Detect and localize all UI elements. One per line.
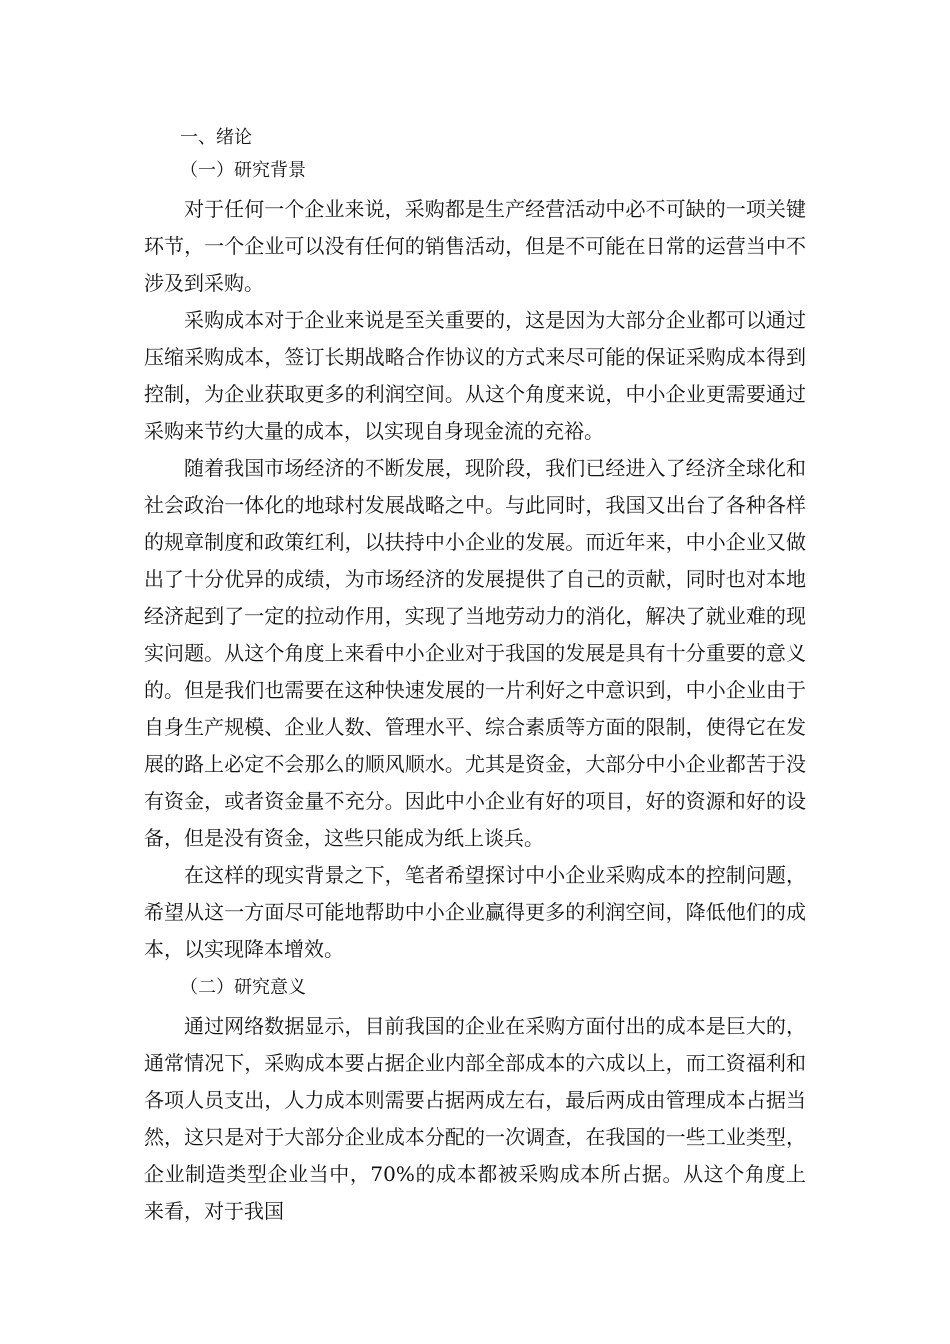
section-heading-background: （一）研究背景 <box>180 160 306 181</box>
paragraph-background-1: 对于任何一个企业来说，采购都是生产经营活动中必不可缺的一项关键环节，一个企业可以没有任何的销售活动，但是不可能在日常的运营当中不涉及到采购。 <box>144 197 806 295</box>
paragraph-significance-1: 通过网络数据显示，目前我国的企业在采购方面付出的成本是巨大的，通常情况下，采购成本要占据企业内部全部成本的六成以上，而工资福利和各项人员支出，人力成本则需要占据两成左右，最后两成由管理成本占据当然，这只是对于大部分企业成本分配的一次调查，在我国的一些工业类型，企业制造类型企业当中，70%的成本都被采购成本所占据。从这个角度上来看，对于我国 <box>144 1014 806 1223</box>
document-body <box>144 124 806 1230</box>
paragraph-background-2: 采购成本对于企业来说是至关重要的，这是因为大部分企业都可以通过压缩采购成本，签订长期战略合作协议的方式来尽可能的保证采购成本得到控制，为企业获取更多的利润空间。从这个角度来说，中小企业更需要通过采购来节约大量的成本，以实现自身现金流的充裕。 <box>144 308 806 443</box>
chapter-heading: 一、绪论 <box>180 127 252 148</box>
section-heading-significance: （二）研究意义 <box>180 977 306 998</box>
paragraph-background-4: 在这样的现实背景之下，笔者希望探讨中小企业采购成本的控制问题，希望从这一方面尽可能地帮助中小企业赢得更多的利润空间，降低他们的成本，以实现降本增效。 <box>144 863 806 961</box>
paragraph-background-3: 随着我国市场经济的不断发展，现阶段，我们已经进入了经济全球化和社会政治一体化的地球村发展战略之中。与此同时，我国又出台了各种各样的规章制度和政策红利，以扶持中小企业的发展。而近年来，中小企业又做出了十分优异的成绩，为市场经济的发展提供了自己的贡献，同时也对本地经济起到了一定的拉动作用，实现了当地劳动力的消化，解决了就业难的现实问题。从这个角度上来看中小企业对于我国的发展是具有十分重要的意义的。但是我们也需要在这种快速发展的一片利好之中意识到，中小企业由于自身生产规模、企业人数、管理水平、综合素质等方面的限制，使得它在发展的路上必定不会那么的顺风顺水。尤其是资金，大部分中小企业都苦于没有资金，或者资金量不充分。因此中小企业有好的项目，好的资源和好的设备，但是没有资金，这些只能成为纸上谈兵。 <box>144 456 806 850</box>
